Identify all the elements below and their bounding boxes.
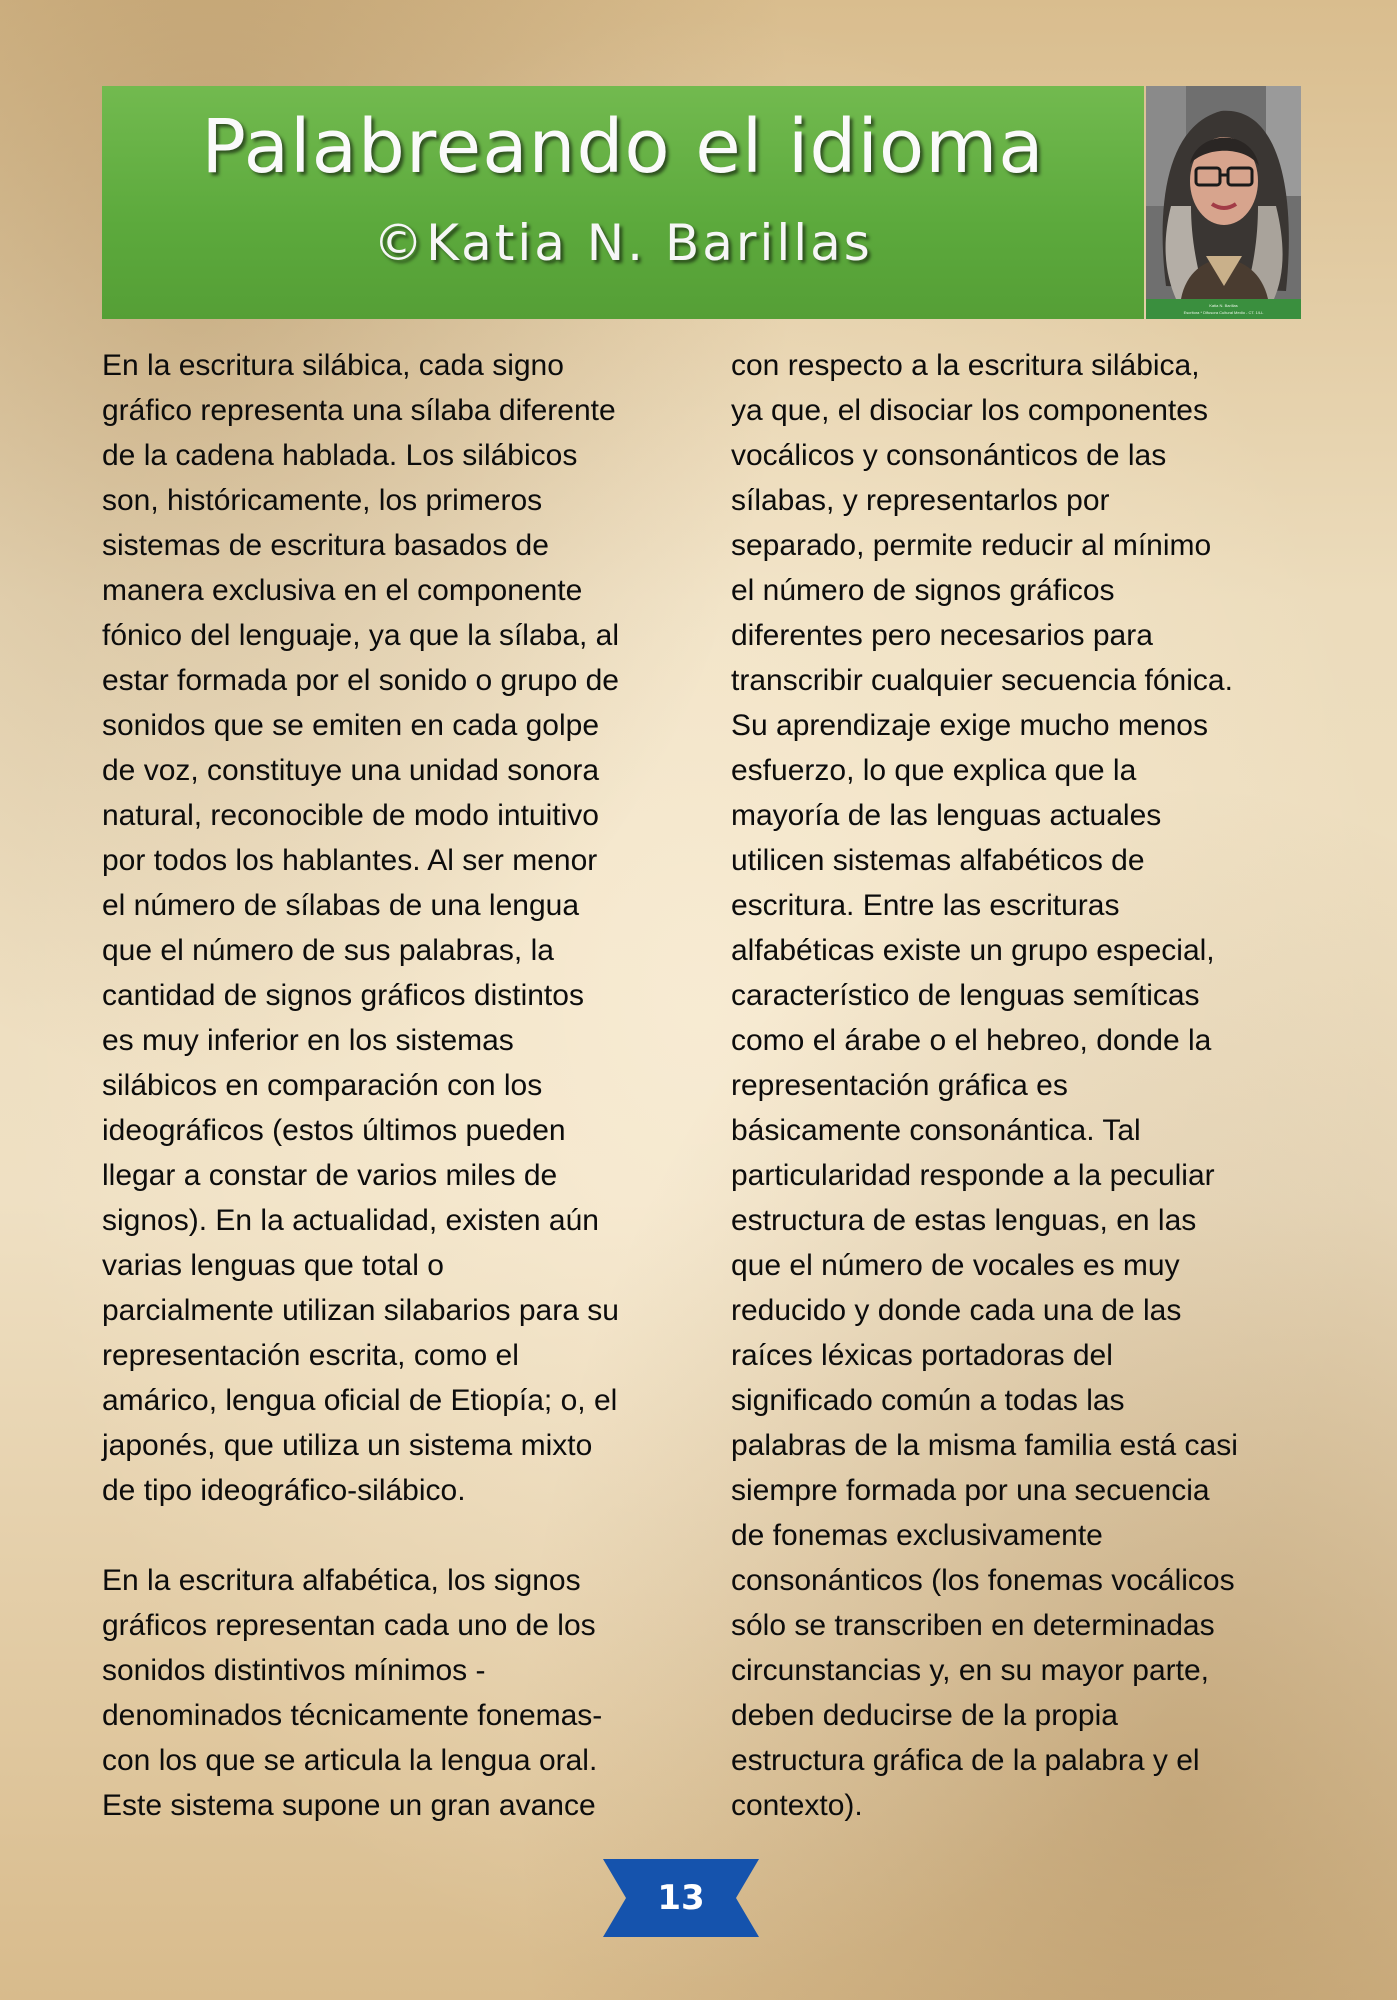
text-line: japonés, que utiliza un sistema mixto: [102, 1429, 593, 1462]
text-line: sonidos que se emiten en cada golpe: [102, 709, 600, 742]
text-line: separado, permite reducir al mínimo: [731, 529, 1212, 562]
text-line: varias lenguas que total o: [102, 1249, 444, 1282]
text-line: ideográficos (estos últimos pueden: [102, 1114, 566, 1147]
header-banner: [102, 86, 1144, 319]
text-line: estructura de estas lenguas, en las: [731, 1204, 1197, 1237]
text-line: consonánticos (los fonemas vocálicos: [731, 1564, 1235, 1597]
page-number: 13: [657, 1878, 705, 1918]
text-line: sílabas, y representarlos por: [731, 484, 1110, 517]
text-line: fónico del lenguaje, ya que la sílaba, al: [102, 619, 620, 652]
text-line: de fonemas exclusivamente: [731, 1519, 1103, 1552]
text-line: amárico, lengua oficial de Etiopía; o, el: [102, 1384, 618, 1417]
text-line: palabras de la misma familia está casi: [731, 1429, 1238, 1462]
text-line: esfuerzo, lo que explica que la: [731, 754, 1137, 787]
text-line: diferentes pero necesarios para: [731, 619, 1153, 652]
text-line: estar formada por el sonido o grupo de: [102, 664, 619, 697]
text-line: particularidad responde a la peculiar: [731, 1159, 1215, 1192]
text-line: natural, reconocible de modo intuitivo: [102, 799, 599, 832]
text-line: signos). En la actualidad, existen aún: [102, 1204, 599, 1237]
text-line: En la escritura silábica, cada signo: [102, 349, 564, 382]
paragraph-gap: [102, 1513, 692, 1558]
text-line: mayoría de las lenguas actuales: [731, 799, 1162, 832]
text-line: manera exclusiva en el componente: [102, 574, 583, 607]
text-line: son, históricamente, los primeros: [102, 484, 543, 517]
text-line: de la cadena hablada. Los silábicos: [102, 439, 578, 472]
photo-caption-name: Katia N. Barillas: [1209, 303, 1238, 308]
text-line: sistemas de escritura basados de: [102, 529, 549, 562]
text-line: característico de lenguas semíticas: [731, 979, 1200, 1012]
text-line: Su aprendizaje exige mucho menos: [731, 709, 1208, 742]
text-line: silábicos en comparación con los: [102, 1069, 543, 1102]
text-line: denominados técnicamente fonemas-: [102, 1699, 603, 1732]
text-line: gráfico representa una sílaba diferente: [102, 394, 616, 427]
text-line: deben deducirse de la propia: [731, 1699, 1118, 1732]
text-line: con respecto a la escritura silábica,: [731, 349, 1200, 382]
text-line: básicamente consonántica. Tal: [731, 1114, 1141, 1147]
photo-caption: [1146, 299, 1301, 319]
author-photo: [1146, 86, 1301, 319]
text-line: parcialmente utilizan silabarios para su: [102, 1294, 619, 1327]
text-line: Este sistema supone un gran avance: [102, 1789, 596, 1822]
text-line: En la escritura alfabética, los signos: [102, 1564, 581, 1597]
text-line: utilicen sistemas alfabéticos de: [731, 844, 1145, 877]
photo-caption-role: Escritora * Difusora Cultural Medio - CT. 1/LL: [1183, 310, 1264, 315]
text-line: escritura. Entre las escrituras: [731, 889, 1120, 922]
text-line: es muy inferior en los sistemas: [102, 1024, 514, 1057]
text-line: representación escrita, como el: [102, 1339, 519, 1372]
author-portrait-icon: [1146, 86, 1301, 319]
text-line: contexto).: [731, 1789, 863, 1822]
left-column: [102, 343, 692, 1828]
text-line: raíces léxicas portadoras del: [731, 1339, 1113, 1372]
text-line: con los que se articula la lengua oral.: [102, 1744, 598, 1777]
text-line: significado común a todas las: [731, 1384, 1125, 1417]
text-line: de tipo ideográfico-silábico.: [102, 1474, 466, 1507]
text-line: ya que, el disociar los componentes: [731, 394, 1208, 427]
text-line: transcribir cualquier secuencia fónica.: [731, 664, 1233, 697]
text-line: el número de signos gráficos: [731, 574, 1115, 607]
text-line: reducido y donde cada una de las: [731, 1294, 1182, 1327]
text-line: el número de sílabas de una lengua: [102, 889, 580, 922]
text-line: sólo se transcriben en determinadas: [731, 1609, 1215, 1642]
text-line: alfabéticas existe un grupo especial,: [731, 934, 1215, 967]
text-line: que el número de vocales es muy: [731, 1249, 1180, 1282]
right-column: [731, 343, 1321, 1828]
text-line: siempre formada por una secuencia: [731, 1474, 1210, 1507]
text-line: vocálicos y consonánticos de las: [731, 439, 1167, 472]
text-line: llegar a constar de varios miles de: [102, 1159, 558, 1192]
author-credit: ©Katia N. Barillas: [373, 214, 873, 272]
text-line: gráficos representan cada uno de los: [102, 1609, 596, 1642]
text-line: estructura gráfica de la palabra y el: [731, 1744, 1200, 1777]
text-line: que el número de sus palabras, la: [102, 934, 554, 967]
text-line: por todos los hablantes. Al ser menor: [102, 844, 598, 877]
text-line: de voz, constituye una unidad sonora: [102, 754, 600, 787]
text-line: sonidos distintivos mínimos -: [102, 1654, 486, 1687]
text-line: circunstancias y, en su mayor parte,: [731, 1654, 1209, 1687]
text-line: cantidad de signos gráficos distintos: [102, 979, 584, 1012]
page-title: Palabreando el idioma: [201, 104, 1045, 190]
text-line: representación gráfica es: [731, 1069, 1068, 1102]
text-line: como el árabe o el hebreo, donde la: [731, 1024, 1212, 1057]
